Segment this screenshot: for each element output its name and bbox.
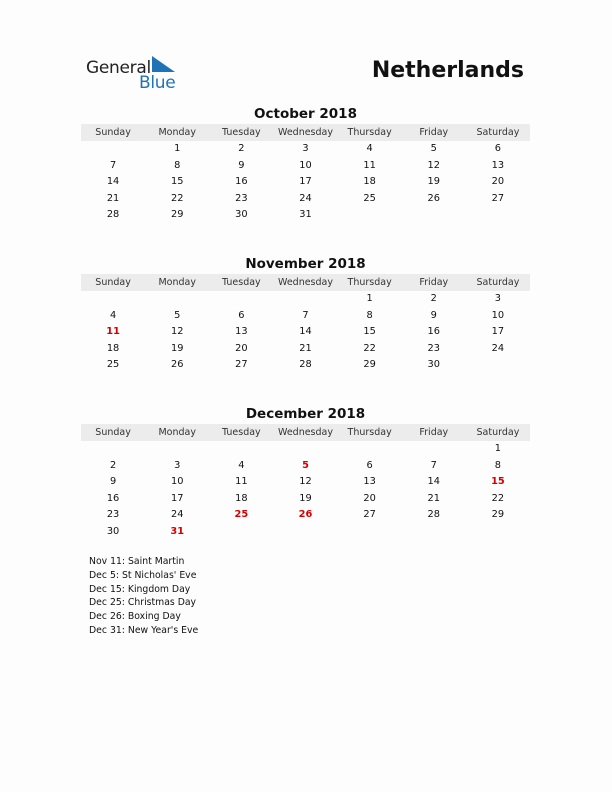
- day-cell: 26: [170, 359, 184, 371]
- holiday-item: Dec 15: Kingdom Day: [89, 583, 191, 595]
- day-cell: 8: [494, 459, 502, 471]
- day-cell: 20: [363, 492, 376, 504]
- day-cell: 30: [235, 209, 248, 221]
- day-cell: 24: [299, 192, 312, 204]
- day-cell: 1: [494, 443, 502, 454]
- holiday-item: Dec 26: Boxing Day: [89, 611, 181, 623]
- day-cell: 24: [170, 509, 184, 521]
- day-cell: 25: [363, 192, 376, 204]
- day-cell: 7: [302, 309, 309, 321]
- weekday-label: Saturday: [476, 127, 520, 138]
- weekday-label: Tuesday: [222, 427, 261, 438]
- day-cell: 27: [235, 359, 248, 371]
- weekday-label: Tuesday: [222, 127, 261, 138]
- week-row: [81, 341, 530, 358]
- empty-day-cell: [466, 357, 530, 374]
- day-cell: 16: [235, 176, 248, 188]
- country-title: Netherlands: [371, 58, 524, 83]
- day-cell: 30: [106, 525, 120, 537]
- week-row: [81, 174, 530, 191]
- day-cell: 2: [238, 143, 245, 154]
- day-cell: 13: [491, 159, 505, 171]
- empty-day-cell: [338, 441, 402, 458]
- week-row: [81, 291, 530, 308]
- weekday-label: Wednesday: [277, 427, 333, 438]
- holiday-list: [89, 555, 198, 638]
- empty-day-cell: [402, 207, 466, 224]
- day-cell: 28: [427, 509, 440, 521]
- weekday-label: Sunday: [95, 127, 131, 138]
- day-cell: 29: [491, 509, 505, 521]
- empty-day-cell: [338, 207, 402, 224]
- weekday-label: Wednesday: [277, 277, 333, 288]
- day-cell: 18: [106, 342, 120, 354]
- day-cell: 13: [363, 476, 376, 488]
- week-row: [81, 491, 530, 508]
- day-cell: 21: [427, 492, 440, 504]
- day-cell: 3: [174, 459, 181, 471]
- month-october: [81, 105, 530, 224]
- day-cell: 31: [170, 525, 185, 537]
- weekday-header: [81, 424, 530, 441]
- day-cell: 2: [109, 459, 117, 471]
- empty-day-cell: [209, 524, 273, 541]
- day-cell: 12: [170, 326, 184, 338]
- day-cell: 11: [106, 326, 120, 338]
- day-cell: 9: [238, 159, 245, 171]
- day-cell: 22: [363, 342, 376, 354]
- day-cell: 26: [298, 509, 313, 521]
- weekday-label: Sunday: [95, 427, 131, 438]
- empty-day-cell: [466, 207, 530, 224]
- holiday-item: Nov 11: Saint Martin: [89, 556, 185, 567]
- day-cell: 5: [302, 459, 309, 471]
- day-cell: 10: [170, 476, 184, 488]
- day-cell: 29: [170, 209, 184, 221]
- day-cell: 7: [109, 159, 117, 171]
- holiday-item: Dec 31: New Year's Eve: [89, 624, 199, 636]
- day-cell: 6: [494, 143, 502, 154]
- week-row: [81, 324, 530, 341]
- day-cell: 17: [170, 492, 184, 504]
- empty-day-cell: [145, 441, 209, 458]
- day-cell: 12: [299, 476, 312, 488]
- week-row: [81, 474, 530, 491]
- day-cell: 23: [427, 342, 440, 354]
- day-cell: 27: [491, 192, 505, 204]
- day-cell: 4: [366, 143, 373, 154]
- day-cell: 29: [363, 359, 376, 371]
- holiday-item: Dec 5: St Nicholas' Eve: [89, 569, 197, 581]
- day-cell: 26: [427, 192, 440, 204]
- day-cell: 28: [106, 209, 120, 221]
- empty-day-cell: [145, 291, 209, 308]
- weekday-label: Friday: [419, 427, 449, 438]
- day-cell: 23: [106, 509, 120, 521]
- day-cell: 17: [299, 176, 312, 188]
- empty-day-cell: [81, 441, 145, 458]
- weekday-header: [81, 274, 530, 291]
- weekday-label: Tuesday: [222, 277, 261, 288]
- weekday-label: Thursday: [347, 277, 392, 288]
- day-cell: 4: [109, 309, 117, 321]
- day-cell: 25: [106, 359, 120, 371]
- day-cell: 4: [238, 459, 245, 471]
- day-cell: 3: [302, 143, 309, 154]
- day-cell: 21: [299, 342, 312, 354]
- empty-day-cell: [273, 441, 337, 458]
- day-cell: 28: [299, 359, 312, 371]
- day-cell: 24: [491, 342, 505, 354]
- week-row: [81, 507, 530, 524]
- day-cell: 14: [299, 326, 312, 338]
- week-row: [81, 207, 530, 224]
- month-title: October 2018: [254, 106, 357, 122]
- day-cell: 18: [235, 492, 248, 504]
- holiday-item: Dec 25: Christmas Day: [89, 597, 197, 609]
- month-title: November 2018: [245, 256, 366, 272]
- day-cell: 22: [170, 192, 184, 204]
- day-cell: 1: [174, 143, 181, 154]
- weekday-label: Monday: [158, 427, 196, 438]
- day-cell: 27: [363, 509, 376, 521]
- month-title: December 2018: [245, 406, 366, 422]
- day-cell: 20: [491, 176, 505, 188]
- day-cell: 18: [363, 176, 376, 188]
- week-row: [81, 357, 530, 374]
- day-cell: 2: [430, 293, 437, 304]
- week-row: [81, 158, 530, 175]
- weekday-label: Monday: [158, 127, 196, 138]
- empty-day-cell: [81, 291, 145, 308]
- weekday-label: Friday: [419, 277, 449, 288]
- day-cell: 3: [494, 293, 502, 304]
- weekday-label: Thursday: [347, 127, 392, 138]
- day-cell: 16: [106, 492, 120, 504]
- weekday-label: Monday: [158, 277, 196, 288]
- weekday-label: Wednesday: [277, 127, 333, 138]
- empty-day-cell: [209, 441, 273, 458]
- day-cell: 12: [427, 159, 440, 171]
- day-cell: 6: [238, 309, 245, 321]
- day-cell: 11: [363, 159, 376, 171]
- empty-day-cell: [338, 524, 402, 541]
- day-cell: 13: [235, 326, 248, 338]
- day-cell: 20: [235, 342, 248, 354]
- day-cell: 7: [430, 459, 437, 471]
- weekday-label: Friday: [419, 127, 449, 138]
- empty-day-cell: [273, 291, 337, 308]
- week-row: [81, 308, 530, 325]
- day-cell: 5: [430, 143, 437, 154]
- day-cell: 14: [427, 476, 440, 488]
- logo-triangle-icon: [152, 56, 176, 74]
- day-cell: 15: [170, 176, 184, 188]
- day-cell: 14: [106, 176, 120, 188]
- day-cell: 23: [235, 192, 248, 204]
- weekday-header: [81, 124, 530, 141]
- weekday-label: Sunday: [95, 277, 131, 288]
- day-cell: 25: [234, 509, 249, 521]
- day-cell: 16: [427, 326, 440, 338]
- day-cell: 17: [491, 326, 505, 338]
- logo-word-blue: Blue: [139, 73, 176, 93]
- week-row: [81, 441, 530, 458]
- empty-day-cell: [209, 291, 273, 308]
- day-cell: 8: [174, 159, 181, 171]
- weekday-label: Saturday: [476, 277, 520, 288]
- day-cell: 19: [299, 492, 312, 504]
- day-cell: 1: [366, 293, 373, 304]
- day-cell: 8: [366, 309, 373, 321]
- day-cell: 19: [170, 342, 184, 354]
- month-december: [81, 405, 530, 541]
- empty-day-cell: [402, 524, 466, 541]
- week-row: [81, 191, 530, 208]
- week-row: [81, 458, 530, 475]
- weekday-label: Saturday: [476, 427, 520, 438]
- empty-day-cell: [81, 141, 145, 158]
- day-cell: 9: [430, 309, 437, 321]
- day-cell: 22: [491, 492, 505, 504]
- day-cell: 6: [366, 459, 373, 471]
- day-cell: 5: [174, 309, 181, 321]
- empty-day-cell: [402, 441, 466, 458]
- empty-day-cell: [273, 524, 337, 541]
- day-cell: 10: [299, 159, 312, 171]
- day-cell: 31: [299, 209, 312, 221]
- day-cell: 11: [235, 476, 248, 488]
- day-cell: 21: [106, 192, 120, 204]
- month-november: [81, 255, 530, 374]
- generalblue-logo: [86, 56, 196, 96]
- day-cell: 9: [109, 476, 117, 488]
- week-row: [81, 141, 530, 158]
- day-cell: 15: [491, 476, 505, 488]
- week-row: [81, 524, 530, 541]
- empty-day-cell: [466, 524, 530, 541]
- day-cell: 10: [491, 309, 505, 321]
- day-cell: 15: [363, 326, 376, 338]
- day-cell: 30: [427, 359, 440, 371]
- logo-word-general: General: [86, 58, 151, 78]
- weekday-label: Thursday: [347, 427, 392, 438]
- day-cell: 19: [427, 176, 440, 188]
